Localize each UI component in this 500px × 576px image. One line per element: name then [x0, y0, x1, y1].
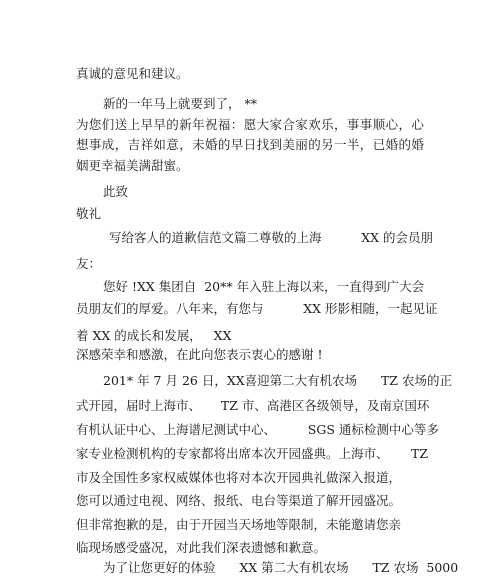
text-line: 员朋友们的厚爱。八年来，有您与 XX 形影相随，一起见证 [76, 301, 438, 316]
text-line: 但非常抱歉的是，由于开园当天场地等限制，未能邀请您亲 [76, 517, 402, 532]
text-line: 式开园，届时上海市、 TZ 市、高港区各级领导，及南京国环 [76, 398, 430, 413]
text-line: TZ [411, 446, 429, 461]
text-line: 有机认证中心、上海谱尼测试中心、 SGS 通标检测中心等多 [76, 422, 439, 437]
text-line: 敬礼 [76, 206, 102, 221]
text-line: 临现场感受盛况，对此我们深表遗憾和歉意。 [76, 540, 327, 555]
text-line: 您可以通过电视、网络、报纸、电台等渠道了解开园盛况。 [76, 493, 402, 508]
text-line: 深感荣幸和感激，在此向您表示衷心的感谢 ! [76, 347, 323, 362]
text-line: 写给客人的道歉信范文篇二尊敬的上海 XX 的会员朋 [109, 230, 434, 245]
text-line: 此致 [103, 184, 129, 199]
text-line: 为您们送上早早的新年祝福：愿大家合家欢乐，事事顺心，心 [76, 117, 425, 132]
text-line: 家专业检测机构的专家都将出席本次开园盛典。上海市、 [76, 446, 389, 461]
text-line: 市及全国性多家权威媒体也将对本次开园典礼做深入报道， [76, 470, 402, 485]
text-line: 着 XX 的成长和发展， XX [76, 328, 232, 343]
text-line: 您好 !XX 集团自 20** 年入驻上海以来，一直得到广大会 [103, 279, 425, 294]
text-line: 友： [76, 256, 102, 271]
text-line: 新的一年马上就要到了， ** [103, 96, 257, 111]
text-line: 想事成，吉祥如意，未婚的早日找到美丽的另一半，已婚的婚 [76, 137, 425, 152]
text-line: 为了让您更好的体验 XX 第二大有机农场 TZ 农场 5000 [103, 560, 459, 575]
text-line: 姻更幸福美满甜蜜。 [76, 158, 189, 173]
text-line: 201* 年 7 月 26 日，XX喜迎第二大有机农场 TZ 农场的正 [103, 373, 452, 388]
text-line: 真诚的意见和建议。 [76, 66, 189, 81]
